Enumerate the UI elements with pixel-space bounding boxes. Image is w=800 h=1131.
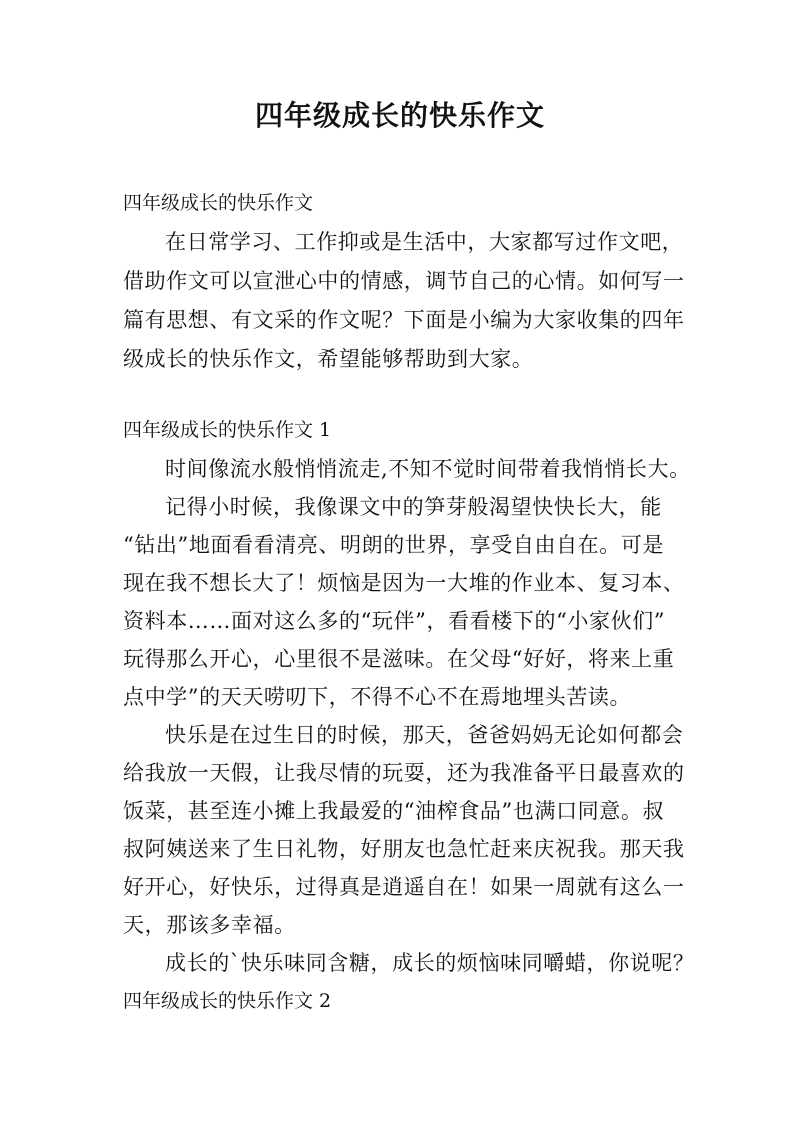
essay1-line: 好开心，好快乐，过得真是逍遥自在！如果一周就有这么一 [123, 875, 685, 899]
essay1-line: 给我放一天假，让我尽情的玩耍，还为我准备平日最喜欢的 [123, 761, 685, 785]
intro-line: 级成长的快乐作文，希望能够帮助到大家。 [123, 347, 534, 371]
essay1-line: 叔阿姨送来了生日礼物，好朋友也急忙赶来庆祝我。那天我 [123, 837, 685, 861]
essay1-line: 资料本……面对这么多的“玩伴”，看看楼下的“小家伙们” [123, 609, 666, 633]
essay1-line: 记得小时候，我像课文中的笋芽般渴望快快长大，能 [165, 495, 662, 519]
essay1-line: 时间像流水般悄悄流走,不知不觉时间带着我悄悄长大。 [165, 457, 691, 481]
essay1-line: 玩得那么开心，心里很不是滋味。在父母“好好，将来上重 [123, 647, 675, 671]
intro-heading: 四年级成长的快乐作文 [123, 192, 314, 214]
essay1-line: 点中学”的天天唠叨下，不得不心不在焉地埋头苦读。 [123, 685, 632, 709]
essay1-line: 现在我不想长大了！烦恼是因为一大堆的作业本、复习本、 [123, 571, 685, 595]
essay1-line: 饭菜，甚至连小摊上我最爱的“油榨食品”也满口同意。叔 [123, 799, 665, 823]
intro-line: 在日常学习、工作抑或是生活中，大家都写过作文吧， [165, 230, 684, 254]
essay1-heading: 四年级成长的快乐作文 1 [123, 419, 332, 441]
intro-line: 借助作文可以宣泄心中的情感，调节自己的心情。如何写一 [123, 269, 685, 293]
essay1-line: 天，那该多幸福。 [123, 913, 296, 937]
intro-line: 篇有思想、有文采的作文呢？下面是小编为大家收集的四年 [123, 308, 685, 332]
essay1-line: “钻出”地面看看清亮、明朗的世界，享受自由自在。可是 [123, 533, 665, 557]
document-title: 四年级成长的快乐作文 [254, 99, 545, 132]
essay1-line: 快乐是在过生日的时候，那天，爸爸妈妈无论如何都会 [165, 723, 684, 747]
essay2-heading: 四年级成长的快乐作文 2 [123, 990, 332, 1012]
essay1-line: 成长的`快乐味同含糖，成长的烦恼味同嚼蜡，你说呢？ [165, 951, 695, 975]
